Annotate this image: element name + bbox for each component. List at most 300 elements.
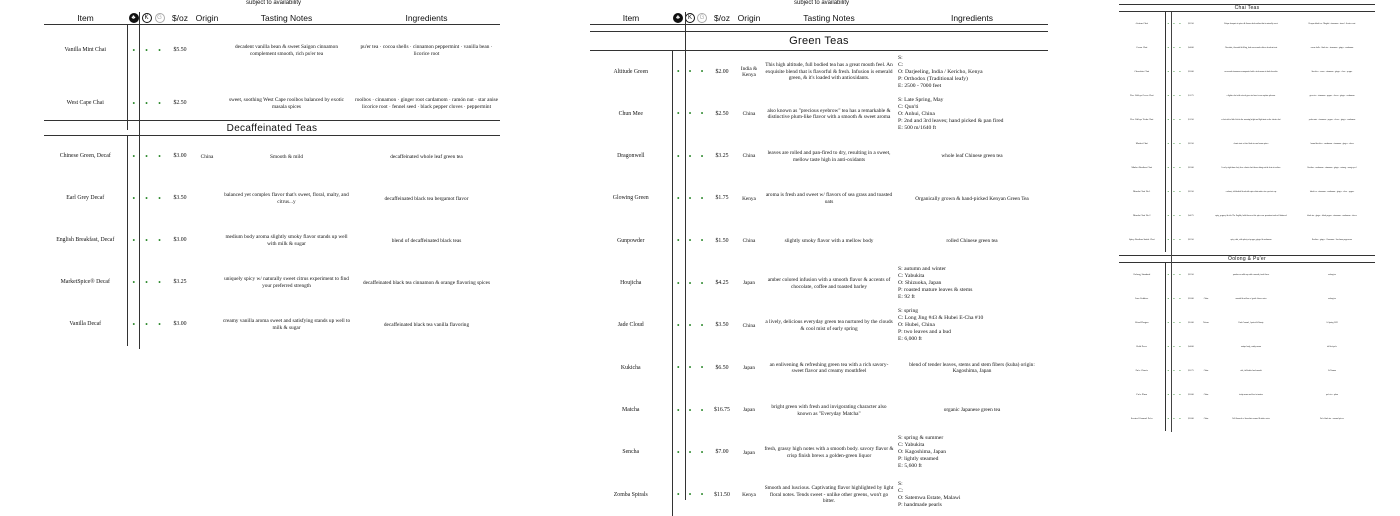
tasting-notes: a lively, delicious everyday green tea nurtured by the clouds & cool mist of early spring <box>765 319 893 332</box>
availability-note: subject to availability <box>794 0 850 6</box>
tasting-notes: Lovely night time chai, these classic chai flavors bring out the best of rooibos <box>1221 166 1281 169</box>
origin: China <box>742 111 756 118</box>
origin <box>1199 84 1213 108</box>
diet-dot-2: • <box>1173 236 1175 242</box>
item-name: Vanilla Decaf <box>44 304 127 346</box>
price: $2.50 <box>1188 21 1194 25</box>
diet-dot-3: • <box>700 67 704 77</box>
tasting-notes: produces a mild cup with a smooth, fresh flavor <box>1232 273 1270 276</box>
diet-dot-1: • <box>676 320 680 330</box>
origin: China <box>742 322 756 329</box>
menu-page-2 <box>590 0 1048 509</box>
diet-dot-1: • <box>1167 295 1169 301</box>
tasting-notes: an enlivening & refreshing green tea with a rich savory-sweet flavor and creamy mouthfeel <box>769 361 889 375</box>
item-name: Sencha <box>590 432 672 474</box>
menu-row <box>1119 60 1375 84</box>
diet-dot-1: • <box>1167 391 1169 397</box>
price: $2.50 <box>173 99 187 106</box>
diet-dot-1: • <box>676 405 680 415</box>
gluten-free-icon: G <box>697 13 707 23</box>
menu-row <box>590 432 1048 474</box>
origin <box>194 262 220 304</box>
price: $5.50 <box>173 47 187 54</box>
diet-dot-2: • <box>1173 44 1175 50</box>
price: $5.00 <box>1188 320 1194 324</box>
ingredients: O: Yunnan <box>1327 369 1337 372</box>
diet-dot-3: • <box>700 447 704 457</box>
item-name: Five Valleys Yerba Chai <box>1119 108 1165 132</box>
price: $4.00 <box>1188 45 1194 49</box>
page3-chai-table <box>1119 12 1375 252</box>
ingredients: rolled Chinese green tea <box>946 238 998 245</box>
menu-row <box>1119 204 1375 228</box>
tasting-notes: Unique bouquet of spices & flavors dark rooibos that is naturally sweet <box>1224 22 1278 25</box>
price: $3.25 <box>173 279 187 286</box>
gluten-free-icon: G <box>155 13 165 23</box>
origin <box>1199 60 1213 84</box>
tasting-notes: decadent vanilla bean & sweet Saigon cinnamon complement smooth, rich pu'er tea <box>235 44 338 57</box>
price: $1.50 <box>1188 117 1194 121</box>
diet-dot-3: • <box>1179 343 1181 349</box>
origin: India & Kenya <box>740 65 758 79</box>
item-name: Masala Chai No.1 <box>1119 180 1165 204</box>
leaf-icon: ♣ <box>673 13 683 23</box>
diet-dot-1: • <box>676 363 680 373</box>
ingredients: black tea · cocoa · cinnamon · ginger · clove · pepper <box>1311 70 1353 73</box>
availability-note: subject to availability <box>246 0 302 6</box>
item-name: Chinese Green, Decaf <box>44 136 127 178</box>
menu-row <box>44 262 500 304</box>
diet-dot-2: • <box>688 194 692 204</box>
diet-dot-1: • <box>1167 367 1169 373</box>
price: $3.00 <box>173 321 187 328</box>
diet-dot-1: • <box>1167 188 1169 194</box>
tasting-notes: slightly smoky flavor with a mellow body <box>784 238 874 245</box>
origin: Kenya <box>742 195 756 202</box>
tasting-notes: also known as "precious eyebrow" tea has a remarkable & distinctive plum-like flavor with a smooth & sweet aroma <box>767 107 891 121</box>
origin <box>194 304 220 346</box>
diet-dot-2: • <box>688 490 692 500</box>
diet-dot-3: • <box>158 152 161 161</box>
diet-dot-3: • <box>700 236 704 246</box>
item-name: Kukicha <box>590 347 672 389</box>
menu-row <box>1119 383 1375 407</box>
price: $2.50 <box>715 110 729 117</box>
diet-dot-1: • <box>1167 20 1169 26</box>
diet-dot-2: • <box>1173 212 1175 218</box>
ingredients: S: spring C: Long Jing #43 & Hubei E-Cha #10 O: Hubei, China P: two leaves and a bud E: 6,000 ft <box>898 308 984 343</box>
ingredients: oolong tea <box>1328 273 1336 276</box>
origin: Japan <box>742 280 756 287</box>
item-name: Matcha <box>590 389 672 431</box>
menu-row <box>1119 108 1375 132</box>
menu-row <box>44 304 500 346</box>
diet-dot-2: • <box>1173 343 1175 349</box>
origin <box>1199 204 1213 228</box>
diet-dot-2: • <box>1173 140 1175 146</box>
diet-dot-2: • <box>1173 68 1175 74</box>
item-name: Scented Caramel Pu'er <box>1119 407 1165 431</box>
page2-green-table <box>590 51 1048 516</box>
price: $3.00 <box>173 153 187 160</box>
diet-dot-2: • <box>1173 319 1175 325</box>
diet-dot-1: • <box>132 278 136 287</box>
diet-dot-1: • <box>132 45 136 55</box>
menu-row <box>590 305 1048 347</box>
tasting-notes: spicy chai, with plenty of pepper, ginger & cardamom <box>1230 238 1272 241</box>
diet-dot-3: • <box>700 363 704 373</box>
header-price: $/oz <box>166 12 194 24</box>
tasting-notes: fresh, grassy high notes with a smooth body. savory flavor & crisp finish brews a golden-green liquor <box>764 446 894 459</box>
ingredients: decaffeinated black tea bergamot flavor <box>384 195 469 202</box>
menu-row <box>590 474 1048 516</box>
origin <box>1199 156 1213 180</box>
menu-row <box>1119 132 1375 156</box>
diet-dot-3: • <box>158 194 161 203</box>
header-item: Item <box>590 12 672 24</box>
diet-dot-3: • <box>1179 20 1181 26</box>
menu-row <box>44 178 500 220</box>
header-origin: Origin <box>195 12 219 23</box>
ingredients: pu'er tea · cocoa shells · cinnamon peppermint · vanilla bean · licorice root <box>360 44 493 57</box>
price: $2.50 <box>1188 237 1194 241</box>
origin: China <box>742 238 756 245</box>
item-name: MarketSpice® Decaf <box>44 262 127 304</box>
ingredients: black tea · ginger · black pepper · cinnamon · cardamom · cloves <box>1307 214 1357 217</box>
menu-row <box>590 347 1048 389</box>
tasting-notes: classic taste of fine black tea and warm spices <box>1233 142 1269 145</box>
menu-row <box>1119 407 1375 431</box>
ingredients: rooibos · cinnamon · ginger root cardamom · ramón nut · star anise licorice root · fennel seed · black pepper cloves · peppermint <box>355 96 498 110</box>
origin <box>194 178 220 220</box>
origin <box>1199 335 1213 359</box>
diet-dot-3: • <box>700 278 704 288</box>
menu-row <box>590 262 1048 304</box>
diet-dot-3: • <box>700 151 704 161</box>
diet-dot-3: • <box>1179 164 1181 170</box>
item-name: Wood Dragon <box>1119 311 1165 335</box>
price: $2.00 <box>715 68 729 75</box>
menu-row <box>1119 36 1375 60</box>
origin: China <box>200 153 214 160</box>
diet-dot-3: • <box>1179 92 1181 98</box>
diet-dot-1: • <box>676 447 680 457</box>
origin <box>1199 132 1213 156</box>
price: $3.00 <box>173 237 187 244</box>
diet-dot-3: • <box>700 405 704 415</box>
diet-dot-1: • <box>1167 319 1169 325</box>
tasting-notes: smooth & mellow w/ gentle flower notes <box>1235 297 1267 300</box>
item-name: Jade Cloud <box>590 305 672 347</box>
price: $2.00 <box>1188 165 1194 169</box>
tasting-notes: bright green with fresh and invigorating character also known as "Everyday Matcha" <box>771 403 887 417</box>
page1-decaf-table <box>44 136 500 346</box>
origin: Japan <box>742 449 756 456</box>
origin: China <box>1203 393 1209 396</box>
diet-dot-3: • <box>158 236 161 245</box>
diet-dot-2: • <box>1173 367 1175 373</box>
item-name: Cocoa Chai <box>1119 36 1165 60</box>
item-name: Chocolate Chai <box>1119 60 1165 84</box>
menu-row <box>44 24 500 77</box>
menu-row <box>1119 156 1375 180</box>
diet-dot-3: • <box>1179 44 1181 50</box>
diet-dot-2: • <box>145 152 148 161</box>
origin <box>1199 108 1213 132</box>
diet-dot-2: • <box>145 320 148 329</box>
header-ingredients: Ingredients <box>353 12 500 24</box>
item-name: English Breakfast, Decaf <box>44 220 127 262</box>
diet-dot-1: • <box>1167 44 1169 50</box>
diet-dot-1: • <box>132 236 136 245</box>
price: $7.00 <box>715 449 729 456</box>
diet-dot-1: • <box>1167 415 1169 421</box>
diet-dot-3: • <box>700 320 704 330</box>
diet-dot-2: • <box>1173 295 1175 301</box>
menu-row <box>590 389 1048 431</box>
header-item: Item <box>44 12 127 24</box>
item-name: Market Chai <box>1119 132 1165 156</box>
menu-row <box>1119 12 1375 36</box>
diet-dot-2: • <box>145 98 148 108</box>
ingredients: fall leaf pu'er <box>1327 345 1337 348</box>
page1-table <box>44 12 500 130</box>
diet-dot-1: • <box>1167 140 1169 146</box>
ingredients: decaffeinated black tea vanilla flavoring <box>383 321 470 328</box>
diet-dot-3: • <box>1179 271 1181 277</box>
tasting-notes: Chocolate, flavorful & filling, dark cocoa makes this a decadent treat <box>1224 46 1278 49</box>
price: $3.50 <box>715 322 729 329</box>
item-name: Earl Grey Decaf <box>44 178 127 220</box>
price: $4.00 <box>1188 344 1194 348</box>
tasting-notes: balanced yet complex flavor that's sweet, floral, malty, and citrus...y <box>224 192 349 205</box>
price: $3.50 <box>173 195 187 202</box>
price: $3.00 <box>1188 392 1194 396</box>
tasting-notes: a chai with a little kick in the morning bright and light taste on the classic chai <box>1221 118 1281 121</box>
diet-dot-2: • <box>1173 92 1175 98</box>
menu-row <box>590 136 1048 178</box>
diet-dot-3: • <box>1179 295 1181 301</box>
column-divider <box>139 12 140 349</box>
item-name: Gunpowder <box>590 220 672 262</box>
ingredients: pu'er tea · plum <box>1326 393 1338 396</box>
diet-dot-2: • <box>688 67 692 77</box>
diet-dot-2: • <box>1173 188 1175 194</box>
diet-dot-1: • <box>676 151 680 161</box>
price: $3.00 <box>1188 69 1194 73</box>
diet-dot-3: • <box>158 278 161 287</box>
price: $3.00 <box>1188 416 1194 420</box>
origin: Kenya <box>742 491 756 498</box>
origin: Japan <box>742 364 756 371</box>
header-row <box>590 12 1048 24</box>
origin: China <box>742 153 756 160</box>
tasting-notes: Smooth and luscious. Captivating flavor highlighted by light floral notes. Tends sweet - unlike other greens, won't go bitter. <box>764 485 894 505</box>
item-name: Vanilla Mint Chai <box>44 24 127 77</box>
header-price: $/oz <box>708 12 736 24</box>
menu-row <box>1119 311 1375 335</box>
diet-dot-3: • <box>700 490 704 500</box>
ingredients: oolong tea <box>1328 297 1336 300</box>
diet-dot-2: • <box>688 405 692 415</box>
diet-dot-1: • <box>132 320 136 329</box>
section-title-chai: Chai Teas <box>1119 4 1375 12</box>
diet-dot-2: • <box>688 278 692 288</box>
item-name: Iron Goddess <box>1119 287 1165 311</box>
diet-dot-2: • <box>688 447 692 457</box>
menu-row <box>44 220 500 262</box>
diet-dot-3: • <box>1179 116 1181 122</box>
menu-row <box>1119 228 1375 252</box>
ingredients: decaffeinated black tea cinnamon & orange flavoring spices <box>362 279 491 286</box>
item-name: Oolong, Standard <box>1119 263 1165 287</box>
page2-header <box>590 12 1048 25</box>
item-name: Glowing Green <box>590 178 672 220</box>
menu-row <box>1119 180 1375 204</box>
diet-dot-2: • <box>688 236 692 246</box>
diet-dot-2: • <box>688 109 692 119</box>
tasting-notes: creamy vanilla aroma sweet and satisfying stands up well to milk & sugar <box>222 318 351 331</box>
menu-page-3 <box>1119 0 1375 500</box>
ingredients: Rooibos · ginger · Cinnamon · Szechuan peppercorn <box>1312 238 1352 241</box>
origin <box>1199 263 1213 287</box>
ingredients: Assam black tea · cardamom · cinnamon · ginger · cloves <box>1310 142 1354 145</box>
ingredients: Kenyan black tea · Mugabi · cinnamon · fennel · licorice root <box>1308 22 1356 25</box>
tasting-notes: unique body, earthy aroma <box>1240 345 1262 348</box>
ingredients: S: autumn and winter C: Yabukita O: Shizuoka, Japan P: roasted mature leaves & stems E: 92 ft <box>898 266 973 301</box>
ingredients: cocoa shells · black tea · cinnamon · ginger · cardamom <box>1310 46 1354 49</box>
item-name: Market Rooibos Chai <box>1119 156 1165 180</box>
menu-row <box>590 93 1048 135</box>
tasting-notes: Smooth & mild <box>270 153 303 160</box>
ingredients: blend of decaffeinated black teas <box>391 237 462 244</box>
diet-dot-2: • <box>1173 271 1175 277</box>
diet-dot-2: • <box>688 151 692 161</box>
tasting-notes: sweet, soothing West Cape rooibos balanced by exotic masala spices <box>228 96 345 110</box>
diet-dot-3: • <box>1179 319 1181 325</box>
page3-oolong-table <box>1119 263 1375 431</box>
price: $16.75 <box>714 406 730 413</box>
diet-dot-2: • <box>1173 164 1175 170</box>
diet-dot-1: • <box>1167 236 1169 242</box>
item-name: Pu'er Plum <box>1119 383 1165 407</box>
tasting-notes: cocoa and cinnamon accompanied with a rich aroma of dark chocolate <box>1224 70 1278 73</box>
tasting-notes: a robust, full-bodied blend with spices that makes for a perfect cup <box>1225 190 1277 193</box>
menu-row <box>1119 84 1375 108</box>
diet-dot-1: • <box>676 278 680 288</box>
tasting-notes: spicy, peppery & rich. The English, bold flavors of the spices are prominent and well balanced <box>1215 214 1287 217</box>
price: $1.75 <box>715 195 729 202</box>
diet-dot-3: • <box>158 320 161 329</box>
tasting-notes: This high altitude, full bodied tea has a great mouth feel. An exquisite blend that is flavorful & fresh. Infusion is emerald green, & it's loaded with antioxidants. <box>765 62 893 82</box>
section-title-decaf: Decaffeinated Teas <box>44 120 500 136</box>
header-tasting: Tasting Notes <box>762 12 896 24</box>
diet-dot-2: • <box>145 45 148 55</box>
item-name: West Cape Chai <box>44 77 127 130</box>
ingredients: organic Japanese green tea <box>943 407 1001 414</box>
tasting-notes: aroma is fresh and sweet w/ flavors of sea grass and toasted oats <box>765 192 893 206</box>
origin <box>1199 180 1213 204</box>
diet-dot-2: • <box>688 363 692 373</box>
menu-row <box>1119 359 1375 383</box>
diet-dot-2: • <box>145 278 148 287</box>
diet-dot-3: • <box>1179 236 1181 242</box>
item-name: Chun Mee <box>590 93 672 135</box>
diet-dot-1: • <box>132 98 136 108</box>
diet-dot-3: • <box>1179 140 1181 146</box>
origin: China <box>1203 369 1209 372</box>
price: $2.50 <box>1188 141 1194 145</box>
diet-dot-3: • <box>158 45 161 55</box>
item-name: African Chai <box>1119 12 1165 36</box>
diet-dot-1: • <box>1167 343 1169 349</box>
price: $3.00 <box>1188 296 1194 300</box>
price: $3.25 <box>715 153 729 160</box>
origin <box>1199 36 1213 60</box>
origin <box>1199 12 1213 36</box>
diet-dot-2: • <box>1173 20 1175 26</box>
section-title-green: Green Teas <box>590 31 1048 51</box>
diet-dot-2: • <box>1173 415 1175 421</box>
ingredients: S: C: O: Satemwa Estate, Malawi P: handmade pearls <box>898 481 961 509</box>
menu-row <box>590 220 1048 262</box>
tasting-notes: fruity aroma and low in tannins <box>1239 393 1263 396</box>
origin: China <box>1203 297 1209 300</box>
ingredients: S: Late Spring, May C: Qun'ti O: Anhui, China P: 2nd and 3rd leaves; hand picked & pan fired E: 500 m/1640 ft <box>898 96 1004 131</box>
menu-row <box>590 51 1048 93</box>
diet-dot-1: • <box>1167 212 1169 218</box>
ingredients: blend of tender leaves, stems and stem fibers (kuba) origin: Kagoshima, Japan <box>909 361 1035 375</box>
kosher-icon: K <box>685 13 695 23</box>
ingredients: whole leaf Chinese green tea <box>941 153 1003 160</box>
column-divider <box>685 12 686 500</box>
diet-dot-2: • <box>688 320 692 330</box>
menu-page-1 <box>44 0 500 500</box>
diet-dot-1: • <box>132 152 136 161</box>
origin <box>1199 228 1213 252</box>
header-tasting: Tasting Notes <box>220 12 353 24</box>
ingredients: Pu'er black tea · caramel pieces <box>1320 417 1344 420</box>
header-ingredients: Ingredients <box>896 12 1048 24</box>
item-name: Five Valleys Green Chai <box>1119 84 1165 108</box>
diet-dot-3: • <box>1179 367 1181 373</box>
origin <box>194 24 220 77</box>
item-name: Houjicha <box>590 262 672 304</box>
diet-dot-1: • <box>676 67 680 77</box>
leaf-icon: ♣ <box>129 13 139 23</box>
price: $6.50 <box>715 364 729 371</box>
tasting-notes: medium body aroma slightly smoky flavor stands up well with milk & sugar <box>225 234 348 247</box>
diet-dot-2: • <box>145 194 148 203</box>
origin: Taiwan <box>1203 321 1209 324</box>
ingredients: S: Spring 2019 <box>1326 321 1338 324</box>
origin <box>194 220 220 262</box>
diet-dot-1: • <box>132 194 136 203</box>
tasting-notes: leaves are rolled and pan-fired to dry, resulting in a sweet, mellow taste high in anti-oxidants <box>767 150 891 163</box>
kosher-icon: K <box>142 13 152 23</box>
tasting-notes: amber colored infusion with a smooth flavor & accents of chocolate, coffee and toasted barley <box>767 277 891 290</box>
diet-dot-3: • <box>1179 68 1181 74</box>
diet-dot-1: • <box>1167 68 1169 74</box>
item-name: Altitude Green <box>590 51 672 93</box>
tasting-notes: Dark Caramel, Apricot & Roasty <box>1238 321 1264 324</box>
diet-dot-1: • <box>676 236 680 246</box>
ingredients: yerba mate · cinnamon · pepper · cloves · ginger · cardamom <box>1308 118 1356 121</box>
diet-dot-1: • <box>676 490 680 500</box>
menu-row <box>1119 263 1375 287</box>
origin: China <box>1203 417 1209 420</box>
diet-dot-3: • <box>700 194 704 204</box>
